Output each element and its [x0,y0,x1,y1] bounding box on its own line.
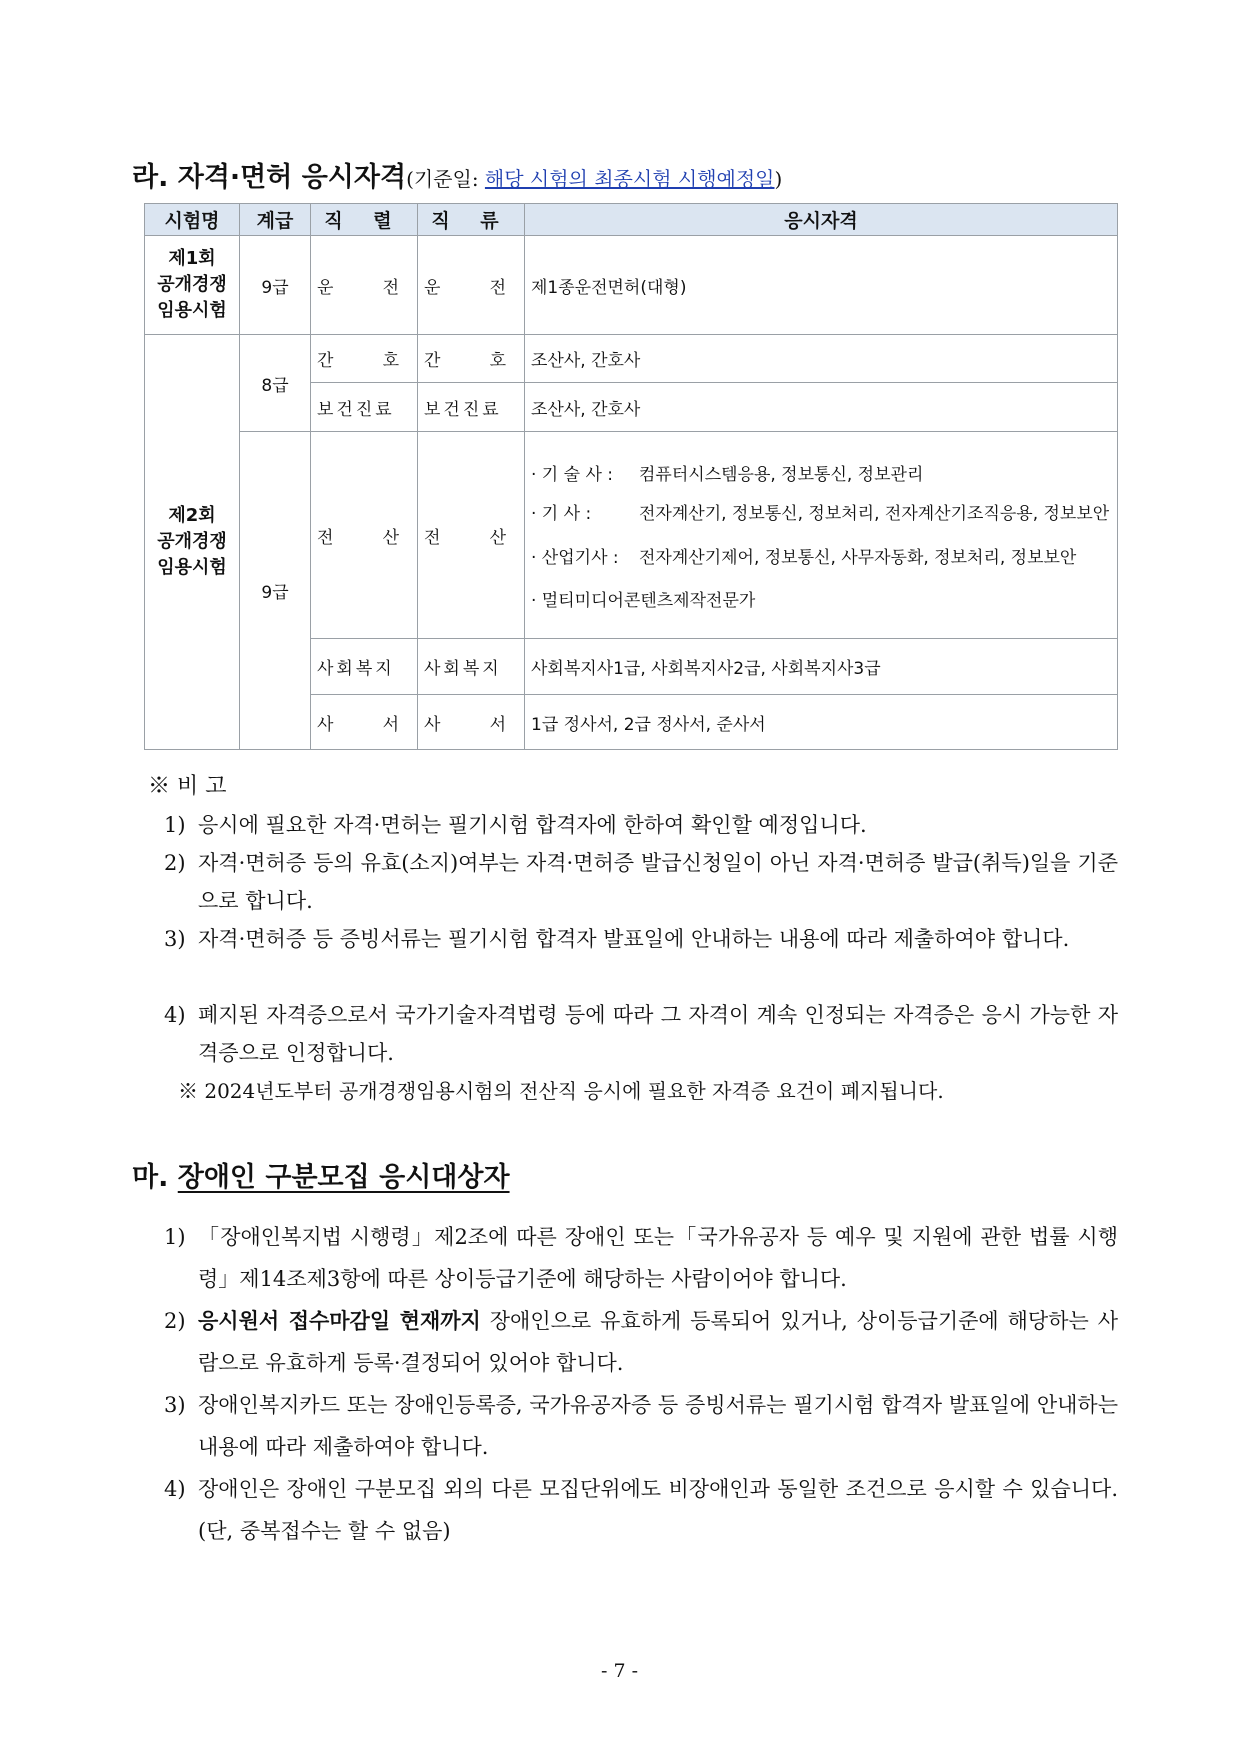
qual-line: · 멀티미디어콘텐츠제작전문가 [531,590,756,611]
section-ma-title [132,1155,510,1194]
qual-line: · 기 술 사 : 컴퓨터시스템응용, 정보통신, 정보관리 [531,464,924,485]
series-cell: 사 서 [311,695,418,750]
remark-item: 2) 자격·면허증 등의 유효(소지)여부는 자격·면허증 발급신청일이 아닌 자격·면허증 발급(취득)일을 기준으로 합니다. [164,851,1118,913]
basis-suffix: ) [774,167,783,191]
basis-date-link[interactable]: 해당 시험의 최종시험 시행예정일 [484,167,775,191]
disability-item: 4) 장애인은 장애인 구분모집 외의 다른 모집단위에도 비장애인과 동일한 조건으로 응시할 수 있습니다. (단, 중복접수는 할 수 없음) [164,1477,1118,1543]
header-exam: 시험명 [145,204,240,236]
exam-name-2: 제2회 공개경쟁 임용시험 [145,335,240,750]
remarks-block [148,768,1118,1108]
qualification-cell: 제1종운전면허(대형) [525,236,1118,335]
series-cell: 간 호 [311,335,418,383]
qualification-cell: 사회복지사1급, 사회복지사2급, 사회복지사3급 [525,639,1118,695]
disability-item: 1) 「장애인복지법 시행령」제2조에 따른 장애인 또는「국가유공자 등 예우 및 지원에 관한 법률 시행령」제14조제3항에 따른 상이등급기준에 해당하는 사람이어야 합니다. [164,1225,1118,1291]
type-cell: 전 산 [418,432,525,639]
disability-item: 3) 장애인복지카드 또는 장애인등록증, 국가유공자증 등 증빙서류는 필기시험 합격자 발표일에 안내하는 내용에 따라 제출하여야 합니다. [164,1393,1118,1459]
remark-item: 3) 자격·면허증 등 증빙서류는 필기시험 합격자 발표일에 안내하는 내용에 따라 제출하여야 합니다. [164,927,1070,951]
section-ra-heading: 라. 자격·면허 응시자격 [132,162,407,193]
qualification-cell: 1급 정사서, 2급 정사서, 준사서 [525,695,1118,750]
table-row-nursing [145,335,1118,383]
qualification-table [144,203,1118,750]
header-type: 직 류 [418,204,525,236]
qualification-cell [525,432,1118,639]
type-cell: 간 호 [418,335,525,383]
remark-item: 4) 폐지된 자격증으로서 국가기술자격법령 등에 따라 그 자격이 계속 인정되는 자격증은 응시 가능한 자격증으로 인정합니다. [164,1003,1118,1065]
remarks-header: ※ 비 고 [148,774,227,799]
page-number: - 7 - [600,1660,638,1682]
qual-line: · 기 사 : 전자계산기, 정보통신, 정보처리, 전자계산기조직응용, 정보보안 [531,503,1110,524]
grade-cell: 8급 [240,335,311,432]
type-cell: 사회복지 [418,639,525,695]
table-row-driving [145,236,1118,335]
disability-items [148,1216,1118,1556]
type-cell: 사 서 [418,695,525,750]
qualification-cell: 조산사, 간호사 [525,335,1118,383]
section-ma-prefix: 마. [132,1162,178,1193]
type-cell: 운 전 [418,236,525,335]
section-ma-heading: 장애인 구분모집 응시대상자 [177,1162,510,1193]
qualification-cell: 조산사, 간호사 [525,383,1118,432]
table-row-computing [145,432,1118,639]
header-series: 직 렬 [311,204,418,236]
header-grade: 계급 [240,204,311,236]
series-cell: 보건진료 [311,383,418,432]
remark-item: 1) 응시에 필요한 자격·면허는 필기시험 합격자에 한하여 확인할 예정입니다. [164,813,867,837]
basis-prefix: (기준일: [406,167,485,191]
disability-item: 2) 응시원서 접수마감일 현재까지 장애인으로 유효하게 등록되어 있거나, 상이등급기준에 해당하는 사람으로 유효하게 등록·결정되어 있어야 합니다. [164,1309,1118,1375]
section-ra-title [132,155,782,194]
series-cell: 전 산 [311,432,418,639]
table-header-row [145,204,1118,236]
qual-line: · 산업기사 : 전자계산기제어, 정보통신, 사무자동화, 정보처리, 정보보안 [531,547,1077,568]
grade-cell: 9급 [240,236,311,335]
grade-cell: 9급 [240,432,311,750]
header-qualification: 응시자격 [525,204,1118,236]
remarks-note: ※ 2024년도부터 공개경쟁임용시험의 전산직 응시에 필요한 자격증 요건이 폐지됩니다. [178,1079,944,1103]
series-cell: 사회복지 [311,639,418,695]
type-cell: 보건진료 [418,383,525,432]
series-cell: 운 전 [311,236,418,335]
exam-name-1: 제1회 공개경쟁 임용시험 [145,236,240,335]
